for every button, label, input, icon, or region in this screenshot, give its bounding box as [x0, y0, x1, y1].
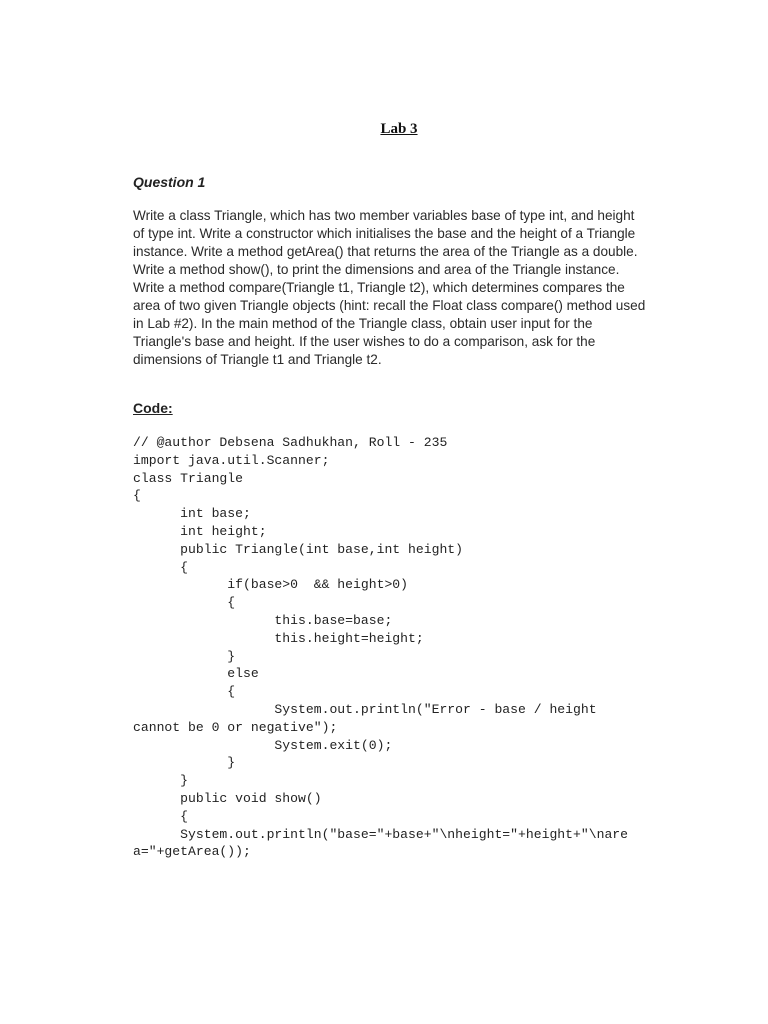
code-line: System.out.println("base="+base+"\nheight="+height+"\nare — [133, 826, 629, 842]
code-line: else — [133, 666, 259, 682]
code-heading: Code: — [133, 400, 173, 416]
code-line: cannot be 0 or negative"); — [133, 719, 338, 735]
question-line: instance. Write a method getArea() that returns the area of the Triangle as a double. — [133, 244, 638, 259]
code-line: { — [133, 488, 141, 504]
code-line: // @author Debsena Sadhukhan, Roll - 235 — [133, 435, 448, 450]
code-listing — [133, 434, 628, 861]
code-line: } — [133, 755, 236, 771]
question-line: Write a method compare(Triangle t1, Triangle t2), which determines compares the — [133, 280, 625, 295]
question-line: of type int. Write a constructor which initialises the base and the height of a Triangle — [133, 226, 636, 241]
code-line: this.base=base; — [133, 612, 393, 628]
code-line: { — [133, 684, 236, 700]
question-line: area of two given Triangle objects (hint: recall the Float class compare() method used — [133, 298, 646, 313]
code-line: } — [133, 773, 189, 789]
question-line: Triangle's base and height. If the user wishes to do a comparison, ask for the — [133, 334, 596, 349]
code-line: { — [133, 808, 189, 824]
code-line: { — [133, 559, 189, 575]
question-line: Write a method show(), to print the dimensions and area of the Triangle instance. — [133, 262, 620, 277]
question-line: dimensions of Triangle t1 and Triangle t2. — [133, 352, 382, 367]
code-line: } — [133, 648, 236, 664]
code-line: import java.util.Scanner; — [133, 452, 330, 468]
code-line: this.height=height; — [133, 630, 424, 646]
question-line: Write a class Triangle, which has two member variables base of type int, and height — [133, 208, 635, 223]
code-line: a="+getArea()); — [133, 844, 251, 860]
code-line: int base; — [133, 506, 251, 522]
code-line: class Triangle — [133, 470, 244, 486]
question-text — [133, 207, 673, 369]
code-line: int height; — [133, 523, 267, 539]
page-title: Lab 3 — [380, 121, 418, 137]
code-line: System.out.println("Error - base / height — [133, 701, 597, 717]
question-heading: Question 1 — [133, 174, 206, 190]
code-line: if(base>0 && height>0) — [133, 577, 409, 593]
question-line: in Lab #2). In the main method of the Triangle class, obtain user input for the — [133, 316, 593, 331]
code-line: public void show() — [133, 790, 322, 806]
code-line: { — [133, 595, 236, 611]
code-line: public Triangle(int base,int height) — [133, 541, 464, 557]
code-line: System.exit(0); — [133, 737, 393, 753]
